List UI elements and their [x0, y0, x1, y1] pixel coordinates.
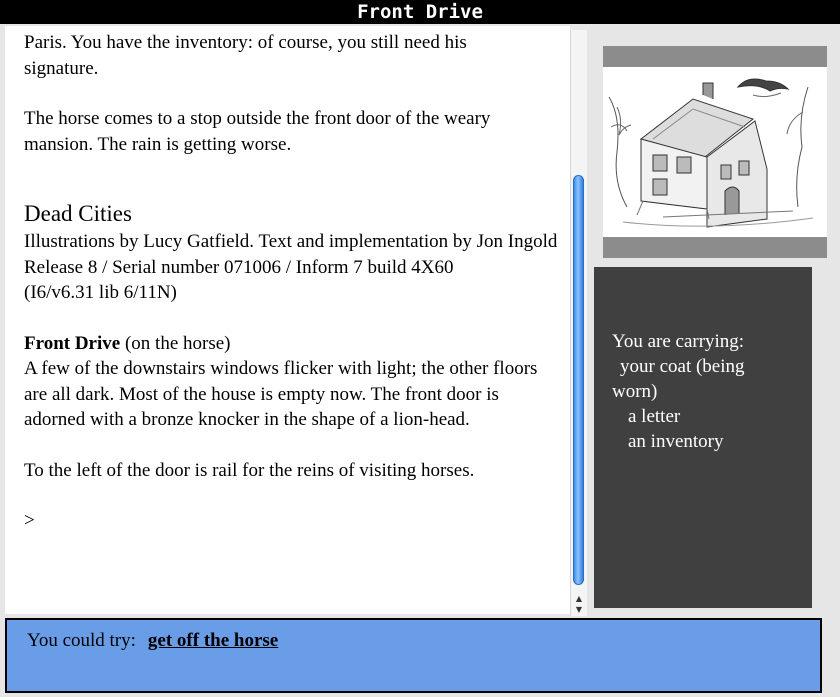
rail-note: To the left of the door is rail for the reins of visiting horses. [24, 459, 475, 481]
illustration-bottom-band [603, 237, 827, 258]
release-line-1: Release 8 / Serial number 071006 / Inform 7 build 4X60 [24, 256, 454, 278]
inventory-panel [594, 267, 812, 608]
window-title: Front Drive [0, 0, 840, 24]
hint-suggestion-link[interactable]: get off the horse [147, 630, 279, 651]
credits-line: Illustrations by Lucy Gatfield. Text and implementation by Jon Ingold [24, 231, 558, 252]
inventory-item-coat: your coat (being [620, 356, 745, 377]
inventory-list [612, 329, 807, 454]
story-pane [5, 26, 570, 614]
hint-label: You could try: [27, 630, 136, 651]
inventory-item-coat-cont: worn) [612, 381, 658, 402]
room-description: A few of the downstairs windows flicker with light; the other floors are all dark. Most of the house is empty now. The front door is adorned with a bronze knocker in the shape of a lion-head. [24, 358, 538, 430]
scroll-up-icon[interactable]: ▲ [575, 594, 583, 603]
story-scrollbar[interactable] [570, 30, 587, 616]
hint-content [27, 630, 278, 652]
mansion-sketch [603, 67, 827, 237]
command-prompt[interactable]: > [24, 510, 35, 531]
story-text [24, 30, 559, 534]
illustration-top-band [603, 46, 827, 67]
hint-bar [5, 618, 822, 693]
arrival-paragraph: The horse comes to a stop outside the front door of the weary mansion. The rain is getting worse. [24, 108, 491, 155]
inventory-item-letter: a letter [628, 406, 681, 427]
room-qualifier: (on the horse) [120, 332, 231, 354]
room-heading [24, 331, 559, 357]
game-title: Dead Cities [24, 201, 132, 226]
intro-line-1: Paris. You have the inventory: of course, you still need his [24, 32, 467, 53]
scroll-thumb[interactable] [573, 175, 584, 585]
inventory-heading: You are carrying: [612, 331, 745, 352]
illustration-panel [603, 46, 827, 258]
inventory-item-inventory: an inventory [628, 431, 724, 452]
release-line-2: (I6/v6.31 lib 6/11N) [24, 282, 177, 303]
scroll-down-icon[interactable]: ▼ [575, 605, 583, 614]
room-name: Front Drive [24, 332, 121, 354]
intro-line-2: signature. [24, 57, 99, 79]
